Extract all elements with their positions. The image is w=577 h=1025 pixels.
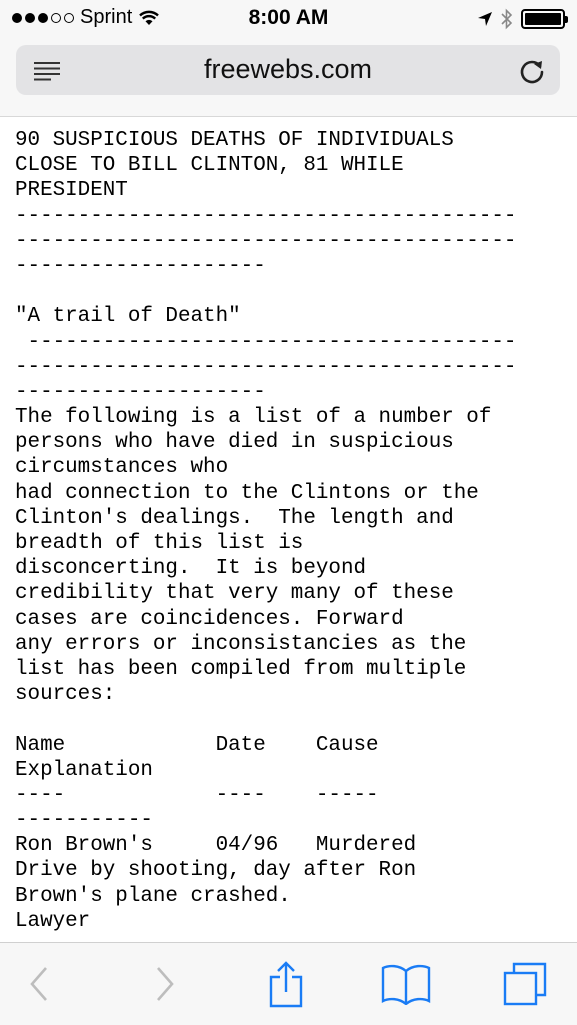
text-line: --------------------: [15, 380, 266, 404]
carrier-name: Sprint: [80, 6, 133, 28]
bluetooth-icon: [501, 8, 513, 30]
text-line: Explanation: [15, 758, 153, 782]
text-line: The following is a list of a number of: [15, 406, 492, 430]
text-line: Drive by shooting, day after Ron: [15, 859, 417, 883]
text-line: sources:: [15, 683, 116, 707]
text-line: any errors or inconsistancies as the: [15, 632, 467, 656]
text-line: 90 SUSPICIOUS DEATHS OF INDIVIDUALS: [15, 129, 454, 152]
status-right: [477, 8, 565, 30]
status-bar: [0, 0, 577, 38]
share-icon: [268, 960, 304, 1008]
text-line: cases are coincidences. Forward: [15, 607, 404, 631]
text-line: ----------------------------------------: [15, 355, 517, 379]
back-button[interactable]: [14, 959, 64, 1009]
reload-icon[interactable]: [518, 57, 546, 85]
text-line: [15, 279, 570, 304]
forward-button[interactable]: [140, 959, 190, 1009]
text-line: persons who have died in suspicious: [15, 431, 454, 455]
share-button[interactable]: [261, 959, 311, 1009]
back-icon: [28, 966, 50, 1002]
text-line: PRESIDENT: [15, 179, 128, 203]
location-arrow-icon: [477, 11, 493, 27]
text-line: "A trail of Death": [15, 305, 241, 329]
browser-navigation-bar: [0, 38, 577, 117]
tabs-icon: [502, 961, 548, 1007]
browser-toolbar: [0, 942, 577, 1025]
address-bar[interactable]: [16, 45, 560, 95]
tabs-button[interactable]: [500, 959, 550, 1009]
text-line: Lawyer: [15, 909, 91, 933]
url-text[interactable]: freewebs.com: [203, 54, 373, 84]
text-line: -----------: [15, 809, 153, 833]
text-line: --------------------: [15, 254, 266, 278]
text-line: credibility that very many of these: [15, 582, 454, 606]
text-line: CLOSE TO BILL CLINTON, 81 WHILE: [15, 154, 404, 178]
text-line: Brown's plane crashed.: [15, 884, 291, 908]
text-line: disconcerting. It is beyond: [15, 557, 367, 581]
text-line: Clinton's dealings. The length and: [15, 506, 454, 530]
battery-icon: [521, 9, 565, 29]
text-line: ---- ---- -----: [15, 783, 379, 807]
bookmarks-icon: [381, 963, 431, 1005]
text-line: list has been compiled from multiple: [15, 657, 467, 681]
text-line: ----------------------------------------: [15, 204, 517, 228]
text-line: Name Date Cause: [15, 733, 379, 757]
text-line: ---------------------------------------: [15, 330, 517, 354]
text-line: [15, 707, 570, 732]
text-line: ----------------------------------------: [15, 229, 517, 253]
forward-icon: [154, 966, 176, 1002]
text-line: breadth of this list is: [15, 532, 304, 555]
page-content: [15, 128, 570, 936]
bookmarks-button[interactable]: [381, 959, 431, 1009]
text-line: Ron Brown's 04/96 Murdered: [15, 834, 417, 858]
text-line: circumstances who: [15, 456, 229, 480]
text-line: had connection to the Clintons or the: [15, 481, 479, 505]
status-time: 8:00 AM: [248, 6, 329, 29]
